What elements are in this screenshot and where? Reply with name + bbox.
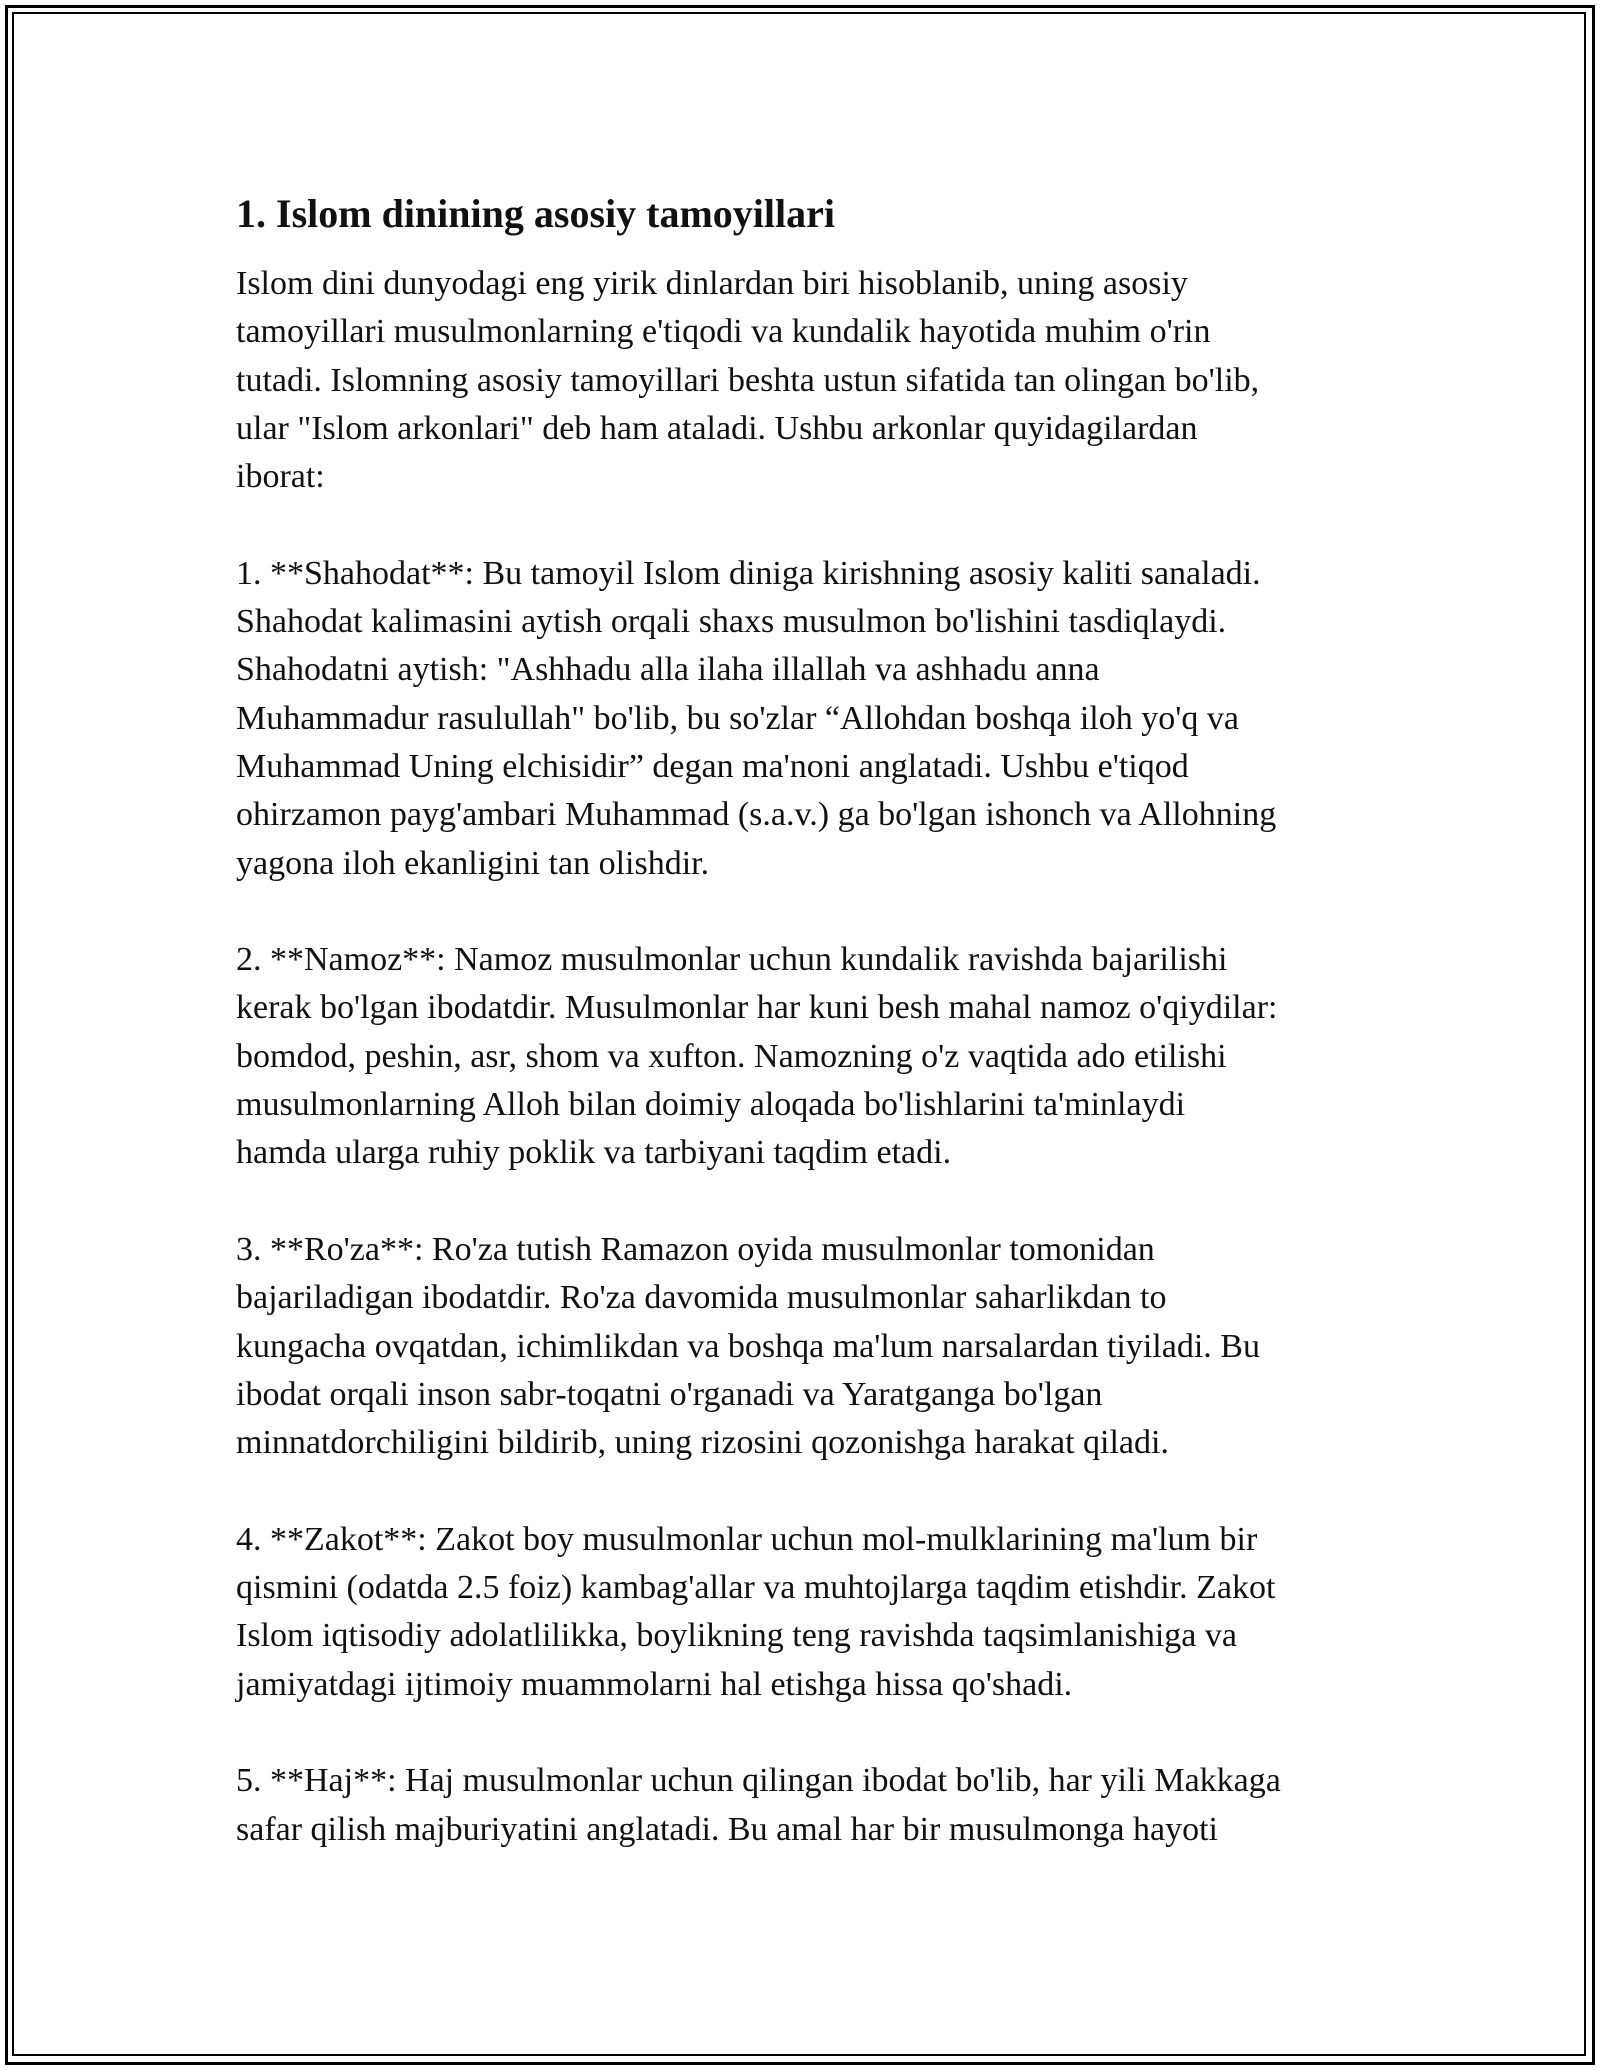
paragraph-line: bajariladigan ibodatdir. Ro'za davomida musulmonlar saharlikdan to	[236, 1279, 1167, 1317]
paragraph-line: yagona iloh ekanligini tan olishdir.	[236, 844, 710, 882]
document-body	[236, 186, 1376, 1902]
paragraph-line: jamiyatdagi ijtimoiy muammolarni hal etishga hissa qo'shadi.	[236, 1665, 1073, 1703]
paragraph-line: tamoyillari musulmonlarning e'tiqodi va kundalik hayotida muhim o'rin	[236, 313, 1211, 351]
paragraph-line: Muhammad Uning elchisidir” degan ma'noni anglatadi. Ushbu e'tiqod	[236, 747, 1189, 785]
intro-paragraph	[236, 260, 1376, 501]
paragraph-line: 4. **Zakot**: Zakot boy musulmonlar uchun mol-mulklarining ma'lum bir	[236, 1520, 1258, 1558]
paragraph-line: 2. **Namoz**: Namoz musulmonlar uchun kundalik ravishda bajarilishi	[236, 941, 1228, 979]
paragraph-line: musulmonlarning Alloh bilan doimiy aloqada bo'lishlarini ta'minlaydi	[236, 1086, 1186, 1124]
pillar-zakot-paragraph	[236, 1516, 1376, 1709]
paragraph-line: ular "Islom arkonlari" deb ham ataladi. Ushbu arkonlar quyidagilardan	[236, 409, 1198, 447]
paragraph-line: kungacha ovqatdan, ichimlikdan va boshqa ma'lum narsalardan tiyiladi. Bu	[236, 1327, 1260, 1365]
paragraph-line: bomdod, peshin, asr, shom va xufton. Namozning o'z vaqtida ado etilishi	[236, 1037, 1227, 1075]
paragraph-line: ohirzamon payg'ambari Muhammad (s.a.v.) ga bo'lgan ishonch va Allohning	[236, 796, 1277, 834]
paragraph-line: Islom iqtisodiy adolatlilikka, boylikning teng ravishda taqsimlanishiga va	[236, 1617, 1237, 1655]
paragraph-line: Shahodatni aytish: "Ashhadu alla ilaha illallah va ashhadu anna	[236, 651, 1100, 689]
paragraph-line: 3. **Ro'za**: Ro'za tutish Ramazon oyida musulmonlar tomonidan	[236, 1230, 1155, 1268]
paragraph-line: iborat:	[236, 458, 325, 496]
pillar-namoz-paragraph	[236, 936, 1376, 1177]
section-heading: 1. Islom dinining asosiy tamoyillari	[236, 191, 835, 236]
paragraph-line: 5. **Haj**: Haj musulmonlar uchun qilingan ibodat bo'lib, har yili Makkaga	[236, 1762, 1281, 1800]
pillar-shahodat-paragraph	[236, 550, 1376, 888]
pillar-haj-paragraph	[236, 1757, 1376, 1854]
paragraph-line: minnatdorchiligini bildirib, uning rizosini qozonishga harakat qiladi.	[236, 1424, 1169, 1462]
pillar-roza-paragraph	[236, 1226, 1376, 1467]
paragraph-line: Shahodat kalimasini aytish orqali shaxs musulmon bo'lishini tasdiqlaydi.	[236, 603, 1227, 641]
paragraph-line: kerak bo'lgan ibodatdir. Musulmonlar har kuni besh mahal namoz o'qiydilar:	[236, 989, 1278, 1027]
paragraph-line: hamda ularga ruhiy poklik va tarbiyani taqdim etadi.	[236, 1134, 952, 1172]
paragraph-line: safar qilish majburiyatini anglatadi. Bu amal har bir musulmonga hayoti	[236, 1810, 1218, 1848]
paragraph-line: Muhammadur rasulullah" bo'lib, bu so'zlar “Allohdan boshqa iloh yo'q va	[236, 699, 1239, 737]
paragraph-line: tutadi. Islomning asosiy tamoyillari beshta ustun sifatida tan olingan bo'lib,	[236, 361, 1260, 399]
paragraph-line: 1. **Shahodat**: Bu tamoyil Islom diniga kirishning asosiy kaliti sanaladi.	[236, 554, 1261, 592]
paragraph-line: ibodat orqali inson sabr-toqatni o'rganadi va Yaratganga bo'lgan	[236, 1375, 1103, 1413]
paragraph-line: qismini (odatda 2.5 foiz) kambag'allar va muhtojlarga taqdim etishdir. Zakot	[236, 1569, 1276, 1607]
paragraph-line: Islom dini dunyodagi eng yirik dinlardan biri hisoblanib, uning asosiy	[236, 265, 1188, 302]
